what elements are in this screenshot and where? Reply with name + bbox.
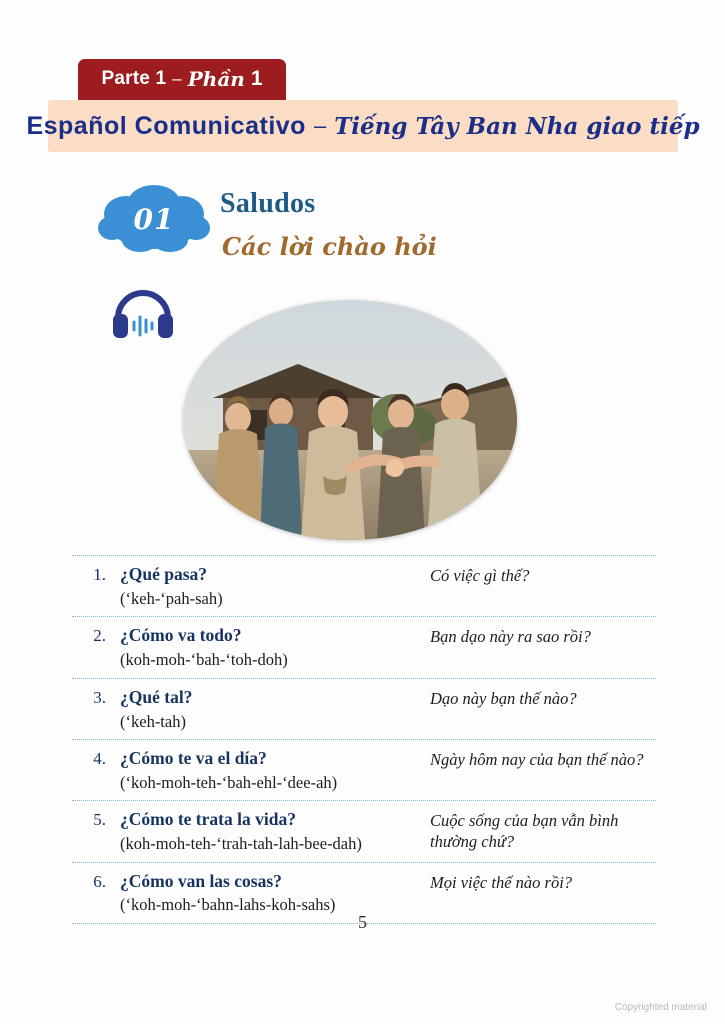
row-phonetic: (‘keh-tah) (120, 711, 186, 731)
row-number: 4. (93, 748, 106, 768)
row-number: 2. (93, 626, 106, 646)
row-phonetic: (koh-moh-teh-‘trah-tah-lah-bee-dah) (120, 834, 362, 854)
course-title-vietnamese: Tiếng Tây Ban Nha giao tiếp (334, 112, 700, 140)
table-row (72, 800, 656, 861)
row-vietnamese: Mọi việc thế nào rồi? (430, 872, 573, 892)
row-spanish-cell (106, 687, 426, 732)
row-phonetic: (‘keh-‘pah-sah) (120, 588, 223, 608)
row-number: 3. (93, 687, 106, 707)
row-vietnamese: Dạo này bạn thế nào? (430, 688, 577, 708)
row-phonetic: (‘koh-moh-teh-‘bah-ehl-‘dee-ah) (120, 772, 338, 792)
row-vietnamese: Bạn dạo này ra sao rồi? (430, 627, 591, 647)
row-spanish: ¿Cómo te trata la vida? (120, 809, 296, 830)
row-spanish: ¿Qué tal? (120, 686, 193, 707)
part-banner-tab (78, 59, 286, 100)
row-phonetic: (‘koh-moh-‘bahn-lahs-koh-sahs) (120, 895, 336, 915)
phrase-table (72, 555, 656, 924)
page-number: 5 (358, 912, 367, 932)
row-number: 5. (93, 810, 106, 830)
course-title-spanish: Español Comunicativo (26, 111, 306, 140)
table-row (72, 739, 656, 800)
row-spanish-cell (106, 809, 426, 854)
table-row (72, 616, 656, 677)
row-spanish: ¿Cómo te va el día? (120, 747, 267, 768)
lesson-subtitle: Các lời chào hỏi (222, 232, 437, 261)
row-spanish-cell (106, 871, 426, 916)
lesson-number-text: 01 (133, 202, 175, 236)
course-title-band (26, 100, 700, 152)
course-title-separator: – (313, 113, 327, 138)
part-number: 1 (250, 66, 263, 90)
part-label-en: Parte 1 (101, 67, 167, 89)
row-spanish: ¿Qué pasa? (120, 564, 208, 584)
lesson-photo (183, 300, 517, 540)
copyright-notice: Copyrighted material (614, 1002, 707, 1013)
row-vietnamese: Ngày hôm nay của bạn thế nào? (430, 749, 644, 769)
row-number: 6. (93, 871, 106, 891)
row-phonetic: (koh-moh-‘bah-‘toh-doh) (120, 650, 288, 670)
table-row (72, 555, 656, 616)
headphones-icon (110, 288, 176, 340)
row-vietnamese: Có việc gì thế? (430, 566, 530, 585)
row-spanish-cell (106, 564, 426, 609)
lesson-number-cloud (96, 178, 212, 258)
row-vietnamese: Cuộc sống của bạn vẫn bình thường chứ? (430, 811, 619, 852)
row-spanish-cell (106, 625, 426, 670)
part-label-vn: Phần (187, 66, 245, 91)
row-spanish-cell (106, 748, 426, 793)
table-row (72, 678, 656, 739)
photo-illustration (183, 300, 517, 540)
lesson-title: Saludos (220, 188, 316, 219)
part-dash: – (172, 68, 182, 88)
row-number: 1. (93, 565, 106, 584)
row-spanish: ¿Cómo va todo? (120, 625, 242, 646)
row-spanish: ¿Cómo van las cosas? (120, 870, 282, 891)
